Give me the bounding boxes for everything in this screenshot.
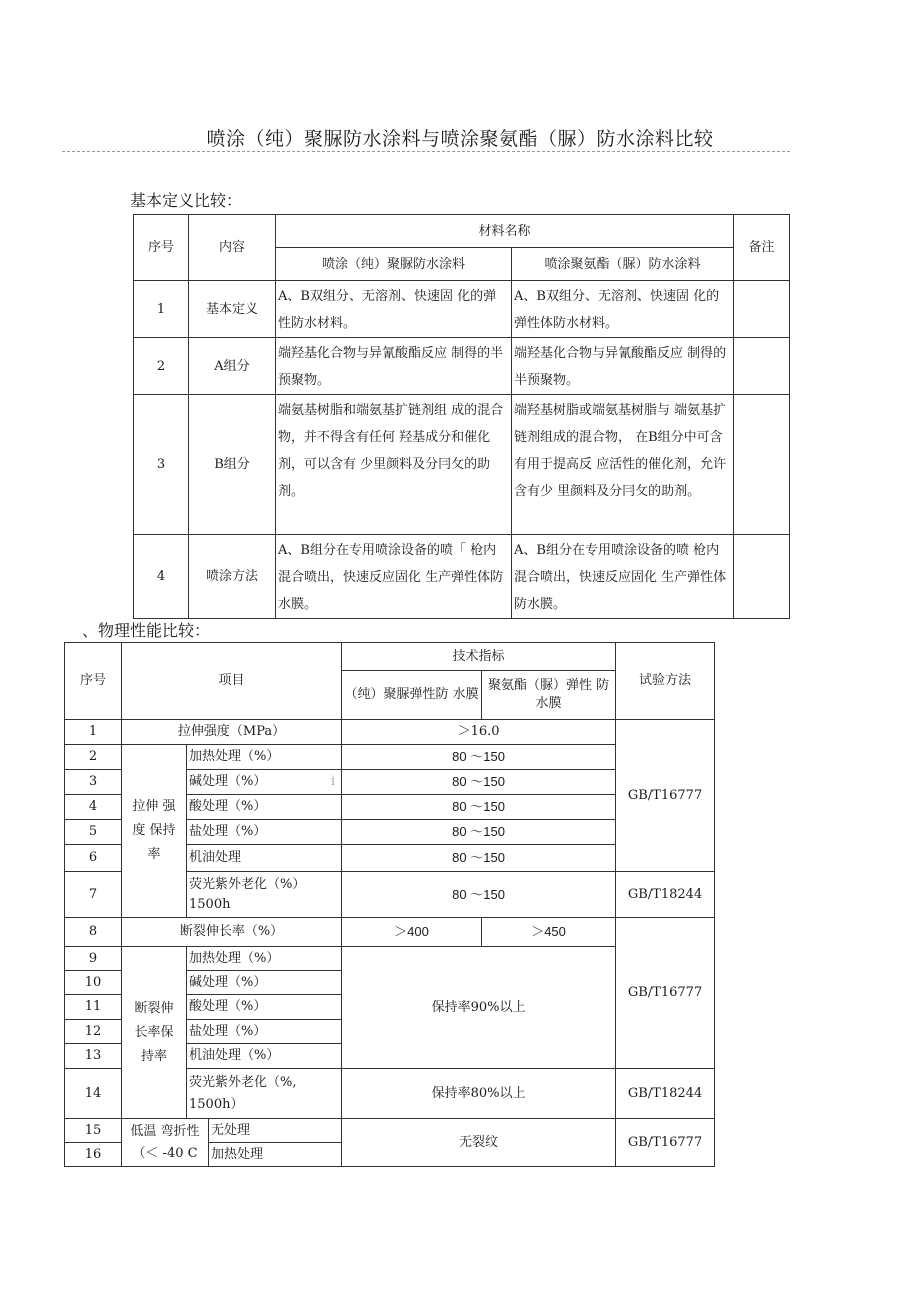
table-cell: 端羟基化合物与异氰酸酯反应 制得的半预聚物。 (276, 338, 512, 395)
header-mat1: 喷涂（纯）聚脲防水涂料 (276, 248, 512, 281)
table-cell: A、B组分在专用喷涂设备的喷 枪内混合喷出，快速反应固化 生产弹性体防水膜。 (512, 535, 734, 619)
table-cell: GB/T16777 (616, 720, 715, 872)
header-material-name: 材料名称 (276, 215, 734, 248)
table-cell: 无裂纹 (342, 1119, 616, 1167)
table-cell: GB/T18244 (616, 1069, 715, 1119)
table-cell: 机油处理（%） (187, 1044, 342, 1069)
table-cell: 加热处理 (209, 1143, 342, 1167)
table-cell: 3 (65, 770, 122, 795)
table-cell: 盐处理（%） (187, 820, 342, 845)
table-cell: 11 (65, 995, 122, 1020)
table-cell: 无处理 (209, 1119, 342, 1143)
table-cell: 断裂伸长率（%） (122, 918, 342, 947)
table-cell: 端氨基树脂和端氨基扩链剂组 成的混合物，并不得含有任何 羟基成分和催化剂，可以含有 少里颜料及分冃攵的助剂。 (276, 395, 512, 535)
table-cell (734, 281, 790, 338)
table-cell: 4 (134, 535, 189, 619)
table-cell: 80 ～150 (342, 845, 616, 872)
table-cell: 荧光紫外老化（%） 1500h (187, 872, 342, 918)
table-cell: 端羟基化合物与异氰酸酯反应 制得的半预聚物。 (512, 338, 734, 395)
header-col1: （纯）聚脲弹性防 水膜 (342, 671, 482, 720)
table-cell: 加热处理（%） (187, 745, 342, 770)
table-cell: 8 (65, 918, 122, 947)
table-cell: 80 ～150 (342, 745, 616, 770)
definition-table (133, 214, 790, 619)
table-cell: A、B双组分、无溶剂、快速固 化的弹性防水材料。 (276, 281, 512, 338)
table-cell: 80 ～150 (342, 795, 616, 820)
table-cell: 1 (65, 720, 122, 745)
table-cell: 加热处理（%） (187, 947, 342, 971)
table-cell: 喷涂方法 (189, 535, 276, 619)
table-cell: 酸处理（%） (187, 995, 342, 1020)
table-cell: A组分 (189, 338, 276, 395)
table-cell (734, 535, 790, 619)
table-cell: 酸处理（%） (187, 795, 342, 820)
header-mat2: 喷涂聚氨酯（脲）防水涂料 (512, 248, 734, 281)
table-cell: B组分 (189, 395, 276, 535)
group-tensile: 拉伸 强度 保持率 (122, 745, 187, 918)
table-cell: 4 (65, 795, 122, 820)
table-cell: 保持率90%以上 (342, 947, 616, 1069)
table-cell: GB/T16777 (616, 918, 715, 1069)
table-cell: 基本定义 (189, 281, 276, 338)
stray-mark: i (330, 774, 336, 789)
table-cell: 5 (65, 820, 122, 845)
header-method: 试验方法 (616, 643, 715, 720)
table-cell: 15 (65, 1119, 122, 1143)
table-cell: A、B组分在专用喷涂设备的喷「 枪内混合喷出，快速反应固化 生产弹性体防水膜。 (276, 535, 512, 619)
table-cell-text: 碱处理（%） (189, 774, 267, 789)
table-cell: 16 (65, 1143, 122, 1167)
table-cell: 80 ～150 (342, 872, 616, 918)
table-cell: 7 (65, 872, 122, 918)
table-cell: 10 (65, 971, 122, 995)
table-cell: 12 (65, 1020, 122, 1044)
header-note: 备注 (734, 215, 790, 281)
table-cell: 1 (134, 281, 189, 338)
table-cell: GB/T18244 (616, 872, 715, 918)
table-cell: 拉伸强度（MPa） (122, 720, 342, 745)
table-cell: 保持率80%以上 (342, 1069, 616, 1119)
table-cell: 2 (65, 745, 122, 770)
header-content: 内容 (189, 215, 276, 281)
table-cell: 9 (65, 947, 122, 971)
title-divider (62, 151, 790, 152)
section2-heading: 、物理性能比较： (82, 621, 211, 640)
table-cell: 2 (134, 338, 189, 395)
table-cell (187, 770, 342, 795)
table-cell: 盐处理（%） (187, 1020, 342, 1044)
header-item: 项目 (122, 643, 342, 720)
table-cell: GB/T16777 (616, 1119, 715, 1167)
header-col2: 聚氨酯（脲）弹性 防水膜 (482, 671, 616, 720)
table-cell: ＞16.0 (342, 720, 616, 745)
table-cell: 80 ～150 (342, 770, 616, 795)
table-cell: 3 (134, 395, 189, 535)
table-cell (734, 395, 790, 535)
table-cell: 机油处理 (187, 845, 342, 872)
page-title: 喷涂（纯）聚脲防水涂料与喷涂聚氨酯（脲）防水涂料比较 (206, 128, 714, 150)
table-cell: ＞400 (342, 918, 482, 947)
table-cell: A、B双组分、无溶剂、快速固 化的弹性体防水材料。 (512, 281, 734, 338)
table-cell: 碱处理（%） (187, 971, 342, 995)
table-cell: 端羟基树脂或端氨基树脂与 端氨基扩链剂组成的混合物， 在B组分中可含有用于提高反 应活性的催化剂，允许含有少 里颜料及分冃攵的助剂。 (512, 395, 734, 535)
table-cell: 荧光紫外老化（%, 1500h） (187, 1069, 342, 1119)
table-cell: 6 (65, 845, 122, 872)
header-tech: 技术指标 (342, 643, 616, 671)
table-cell: 13 (65, 1044, 122, 1069)
physical-properties-table (64, 642, 715, 1167)
section1-heading: 基本定义比较： (130, 191, 243, 210)
header-seq: 序号 (65, 643, 122, 720)
table-cell: 14 (65, 1069, 122, 1119)
group-elongation: 断裂伸长率保持率 (122, 947, 187, 1119)
table-cell (734, 338, 790, 395)
group-low-temp: 低温 弯折性（＜ -40 C (122, 1119, 209, 1167)
table-cell: 80 ～150 (342, 820, 616, 845)
header-seq: 序号 (134, 215, 189, 281)
table-cell: ＞450 (482, 918, 616, 947)
